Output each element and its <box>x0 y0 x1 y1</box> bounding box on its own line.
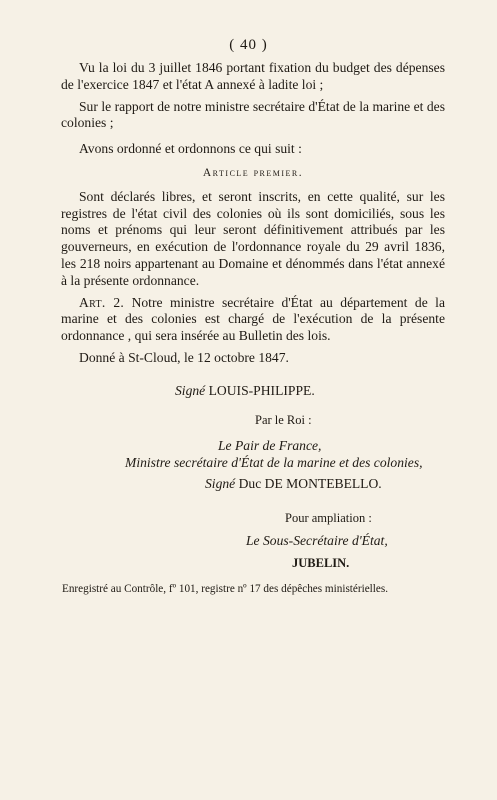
king-signature <box>175 383 315 399</box>
registration-footer: Enregistré au Contrôle, fº 101, registre nº 17 des dépêches ministérielles. <box>62 583 388 595</box>
ordonnons-line: Avons ordonné et ordonnons ce qui suit : <box>79 141 302 157</box>
duc-signature: Signé Duc DE MONTEBELLO. <box>205 476 382 491</box>
done-at: Donné à St-Cloud, le 12 octobre 1847. <box>79 349 289 365</box>
page-number: ( 40 ) <box>229 37 268 53</box>
visa-loi: Vu la loi du 3 juillet 1846 portant fixation du budget des dépenses de l'exercice 1847 et l'état A annexé à ladite loi ; <box>61 60 445 92</box>
article-1-text: Sont déclarés libres, et seront inscrits, en cette qualité, sur les registres de l'état civil des colonies où ils sont domiciliés, sous les noms et prénoms qui leur seront définitivement attribués par les gouverneurs, en exécution de l'ordonnance royale du 29 avril 1836, les 218 noirs appartenant au Domaine et dénommés dans l'état annexé à la présente ordonnance. <box>61 188 445 288</box>
king-name: LOUIS-PHILIPPE. <box>208 383 315 398</box>
ampliation: Pour ampliation : <box>285 511 372 525</box>
par-le-roi: Par le Roi : <box>255 413 312 427</box>
duc-name: Duc DE MONTEBELLO. <box>238 476 382 491</box>
sous-secretaire: Le Sous-Secrétaire d'État, <box>246 533 388 548</box>
signed-label: Signé <box>175 383 206 398</box>
jubelin-signature: JUBELIN. <box>292 556 350 570</box>
article-2 <box>61 295 445 345</box>
ordinance-body <box>61 60 445 367</box>
article-2-text: Notre ministre secrétaire d'État au département de la marine et des colonies est chargé de l'exécution de la présente ordonnance , qui sera insérée au Bulletin des lois. <box>61 294 445 344</box>
article-2-label: Art. 2. <box>79 294 125 310</box>
pair-de-france: Le Pair de France, <box>218 438 322 453</box>
ministre-title: Ministre secrétaire d'État de la marine et des colonies, <box>125 455 423 470</box>
article-1-title: Article premier. <box>202 166 304 179</box>
visa-rapport: Sur le rapport de notre ministre secrétaire d'État de la marine et des colonies ; <box>61 98 445 131</box>
